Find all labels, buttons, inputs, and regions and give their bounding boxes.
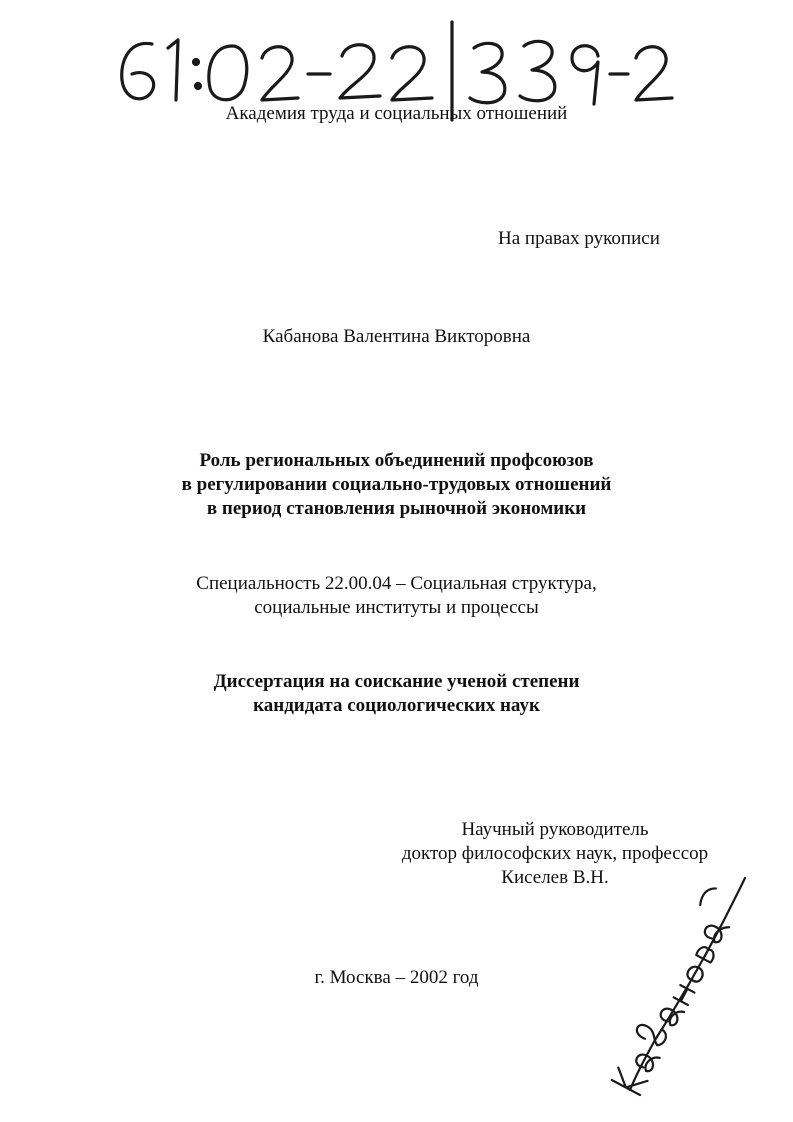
supervisor-role: Научный руководитель [461, 819, 649, 840]
specialty-line-2: социальные институты и процессы [254, 597, 539, 618]
place-and-year: г. Москва – 2002 год [314, 967, 479, 988]
title-line-3: в период становления рыночной экономики [206, 498, 587, 519]
title-line-2: в регулировании социально-трудовых отношений [181, 474, 612, 495]
supervisor-credentials: доктор философских наук, профессор [401, 843, 709, 864]
institution-name: Академия труда и социальных отношений [225, 103, 568, 124]
degree-line-2: кандидата социологических наук [253, 695, 540, 716]
manuscript-rights-note: На правах рукописи [498, 228, 660, 249]
supervisor-name: Киселев В.Н. [501, 867, 609, 888]
degree-line-1: Диссертация на соискание ученой степени [213, 671, 580, 692]
author-name: Кабанова Валентина Викторовна [262, 326, 531, 347]
title-line-1: Роль региональных объединений профсоюзов [199, 450, 594, 471]
specialty-line-1: Специальность 22.00.04 – Социальная структура, [196, 573, 597, 594]
